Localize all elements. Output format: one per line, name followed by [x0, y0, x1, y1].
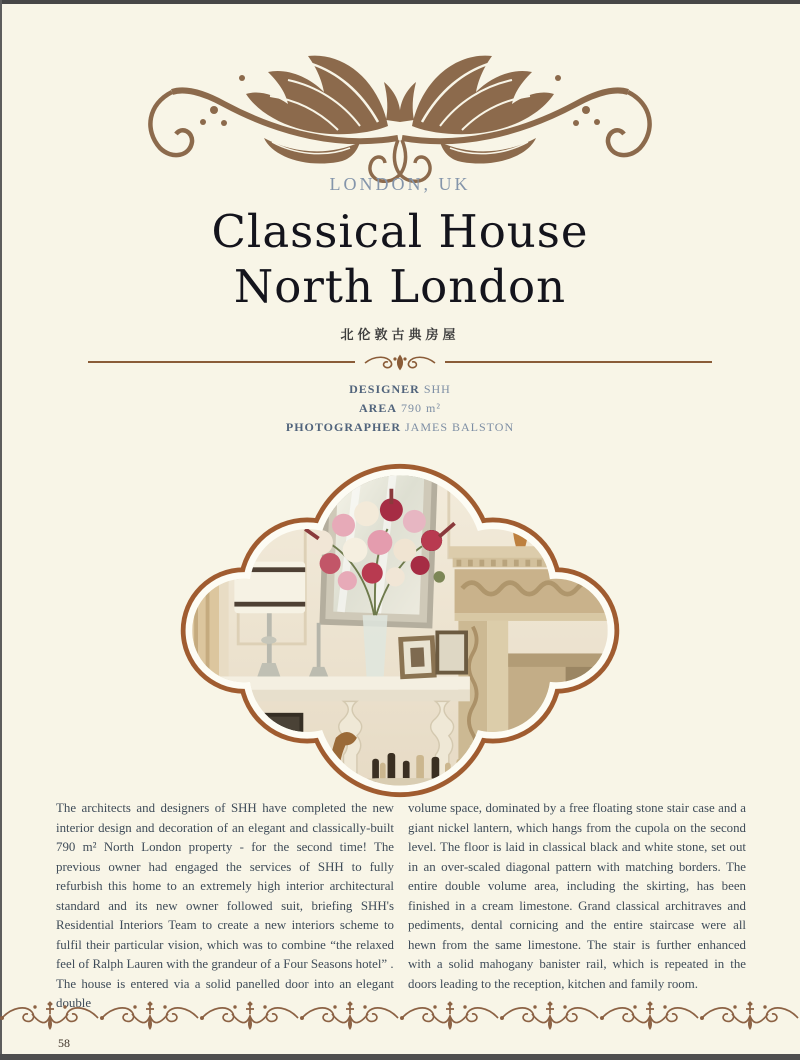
meta-row-area	[0, 399, 800, 418]
paragraph: The architects and designers of SHH have completed the new interior design and decoration of an elegant and classically-built 790 m² North London property - for the second time! The previous owner had engaged the services of SHH to fully refurbish this home to an extremely high interior architectural standard and its new owner followed suit, briefing SHH's Residential Interiors Team to create a new interiors scheme to fulfil their particular vision, which was to combine “the relaxed feel of Ralph Lauren with the grandeur of a Four Seasons hotel” .	[56, 801, 394, 971]
photographer-value: JAMES BALSTON	[404, 420, 515, 434]
divider-rule-right	[445, 361, 712, 363]
divider-ornament-icon	[361, 353, 439, 371]
footer-scroll-border	[0, 1000, 800, 1034]
location-label: LONDON, UK	[329, 174, 471, 194]
article-column-right	[408, 799, 746, 1014]
paragraph: The house is entered via a solid panelled door into an elegant double	[56, 976, 394, 1010]
designer-label: DESIGNER	[349, 382, 420, 396]
article-column-left	[56, 799, 394, 1014]
page-edge-bottom	[0, 1054, 800, 1060]
title-divider	[88, 352, 712, 372]
interior-photo	[175, 462, 625, 799]
area-label: AREA	[359, 401, 398, 415]
divider-rule-left	[88, 361, 355, 363]
page-title-line2: North London	[233, 260, 567, 313]
paragraph: volume space, dominated by a free floating stone stair case and a giant nickel lantern, which hangs from the cupola on the second level. The floor is laid in classical black and white stone, set out in an over-scaled diagonal pattern with matching borders. The entire double volume area, including the skirting, has been finished in a cream limestone. Grand classical architraves and pediments, dental cornicing and the entire staircase were all hewn from the same limestone. The stair is further enhanced with a solid mahogany banister rail, which is repeated in the doors leading to the reception, kitchen and family room.	[408, 801, 746, 991]
project-meta	[0, 380, 800, 437]
baroque-flourish-ornament	[140, 26, 660, 194]
page-number: 58	[58, 1036, 70, 1050]
meta-row-designer	[0, 380, 800, 399]
picture-frame-small	[398, 635, 437, 679]
page-title-line1: Classical House	[211, 205, 589, 258]
page-edge-top	[0, 0, 800, 4]
photographer-label: PHOTOGRAPHER	[285, 420, 401, 434]
page-title	[0, 204, 800, 314]
article-body	[56, 799, 746, 1014]
page-edge-left	[0, 0, 2, 1060]
area-value: 790 m²	[401, 401, 441, 415]
photo-content	[175, 462, 625, 799]
designer-value: SHH	[423, 382, 451, 396]
meta-row-photographer	[0, 418, 800, 437]
picture-frame-small-2	[435, 631, 468, 675]
chinese-subtitle: 北伦敦古典房屋	[340, 327, 460, 342]
